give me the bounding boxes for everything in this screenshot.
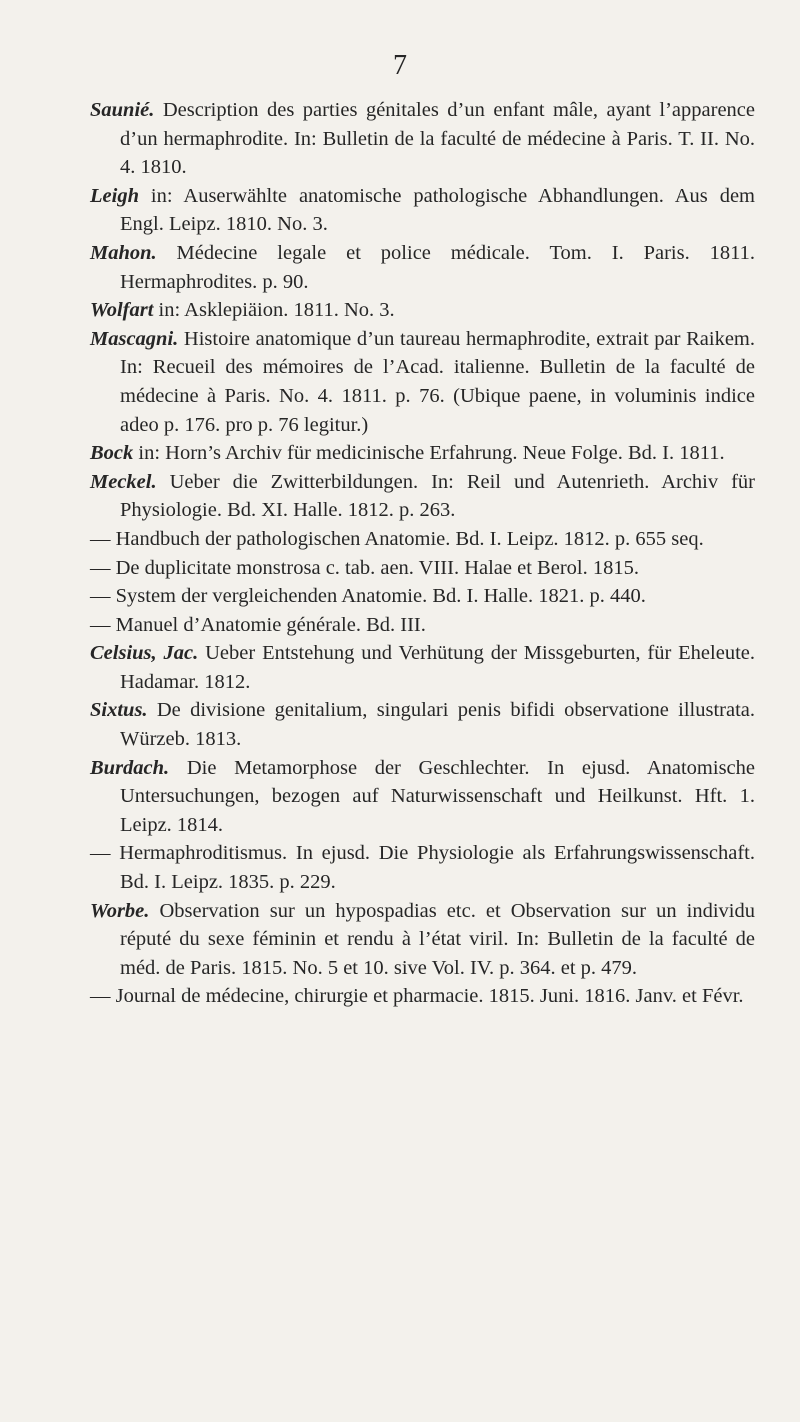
bibliography-entry [90, 296, 755, 325]
entry-text: — Handbuch der pathologischen Anatomie. Bd. I. Leipz. 1812. p. 655 seq. [90, 527, 704, 550]
entry-author: Saunié. [90, 99, 155, 121]
bibliography-entry [90, 982, 755, 1011]
entry-author: Wolfart [90, 299, 154, 322]
bibliography-entry [90, 897, 755, 983]
entry-author: Celsius, Jac. [90, 642, 199, 665]
entry-text: in: Asklepiäion. 1811. No. 3. [153, 299, 395, 322]
entry-text: in: Horn’s Archiv für medicinische Erfahrung. Neue Folge. Bd. I. 1811. [133, 442, 725, 465]
entry-text: — Hermaphroditismus. In ejusd. Die Physiologie als Erfahrungswissenschaft. Bd. I. Leipz. 1835. p. 229. [90, 842, 755, 894]
bibliography-entry [90, 182, 755, 239]
entry-text: — System der vergleichenden Anatomie. Bd. I. Halle. 1821. p. 440. [90, 585, 646, 608]
bibliography-entry [90, 611, 755, 640]
entry-author: Sixtus. [90, 699, 148, 722]
bibliography-list [90, 96, 755, 1011]
entry-author: Meckel. [90, 470, 157, 493]
entry-text: Description des parties génitales d’un enfant mâle, ayant l’apparence d’un hermaphrodite. In: Bulletin de la faculté de médecine à Paris. T. II. No. 4. 1810. [120, 99, 755, 179]
entry-text: — Manuel d’Anatomie générale. Bd. III. [90, 613, 426, 636]
entry-author: Mascagni. [90, 327, 179, 350]
bibliography-entry [90, 839, 755, 896]
bibliography-entry [90, 468, 755, 525]
bibliography-entry [90, 639, 755, 696]
entry-text: — Journal de médecine, chirurgie et pharmacie. 1815. Juni. 1816. Janv. et Févr. [90, 985, 744, 1008]
entry-text: Ueber Entstehung und Verhütung der Missgeburten, für Eheleute. Hadamar. 1812. [120, 642, 755, 693]
entry-text: Médecine legale et police médicale. Tom. I. Paris. 1811. Hermaphrodites. p. 90. [120, 241, 755, 293]
entry-text: Histoire anatomique d’un taureau hermaphrodite, extrait par Raikem. In: Recueil des mémoires de l’Acad. italienne. Bulletin de la faculté de médecine à Paris. No. 4. 1811. p. 76. (Ubique paene, in voluminis indice adeo p. 176. pro p. 76 legitur.) [120, 327, 755, 436]
bibliography-entry [90, 696, 755, 753]
entry-author: Mahon. [90, 241, 157, 264]
entry-text: in: Auserwählte anatomische pathologische Abhandlungen. Aus dem Engl. Leipz. 1810. No. 3. [120, 184, 755, 236]
entry-text: — De duplicitate monstrosa c. tab. aen. VIII. Halae et Berol. 1815. [90, 556, 639, 579]
bibliography-entry [90, 754, 755, 840]
entry-text: De divisione genitalium, singulari penis bifidi observatione illustrata. Würzeb. 1813. [120, 699, 755, 751]
bibliography-entry [90, 439, 755, 468]
bibliography-entry [90, 582, 755, 611]
entry-text: Die Metamorphose der Geschlechter. In ejusd. Anatomische Untersuchungen, bezogen auf Naturwissenschaft und Heilkunst. Hft. 1. Leipz. 1814. [120, 756, 755, 836]
entry-author: Leigh [90, 184, 139, 207]
bibliography-entry [90, 554, 755, 583]
bibliography-entry [90, 525, 755, 554]
entry-author: Worbe. [90, 899, 150, 922]
page-number: 7 [393, 50, 407, 81]
entry-author: Burdach. [90, 756, 170, 779]
entry-text: Observation sur un hypospadias etc. et Observation sur un individu réputé du sexe féminin et rendu à l’état viril. In: Bulletin de la faculté de méd. de Paris. 1815. No. 5 et 10. sive Vol. IV. p. 364. et p. 479. [120, 899, 755, 979]
entry-author: Bock [90, 442, 134, 465]
bibliography-entry [90, 239, 755, 296]
bibliography-entry [90, 325, 755, 439]
entry-text: Ueber die Zwitterbildungen. In: Reil und Autenrieth. Archiv für Physiologie. Bd. XI. Halle. 1812. p. 263. [120, 470, 755, 522]
bibliography-entry [90, 96, 755, 182]
